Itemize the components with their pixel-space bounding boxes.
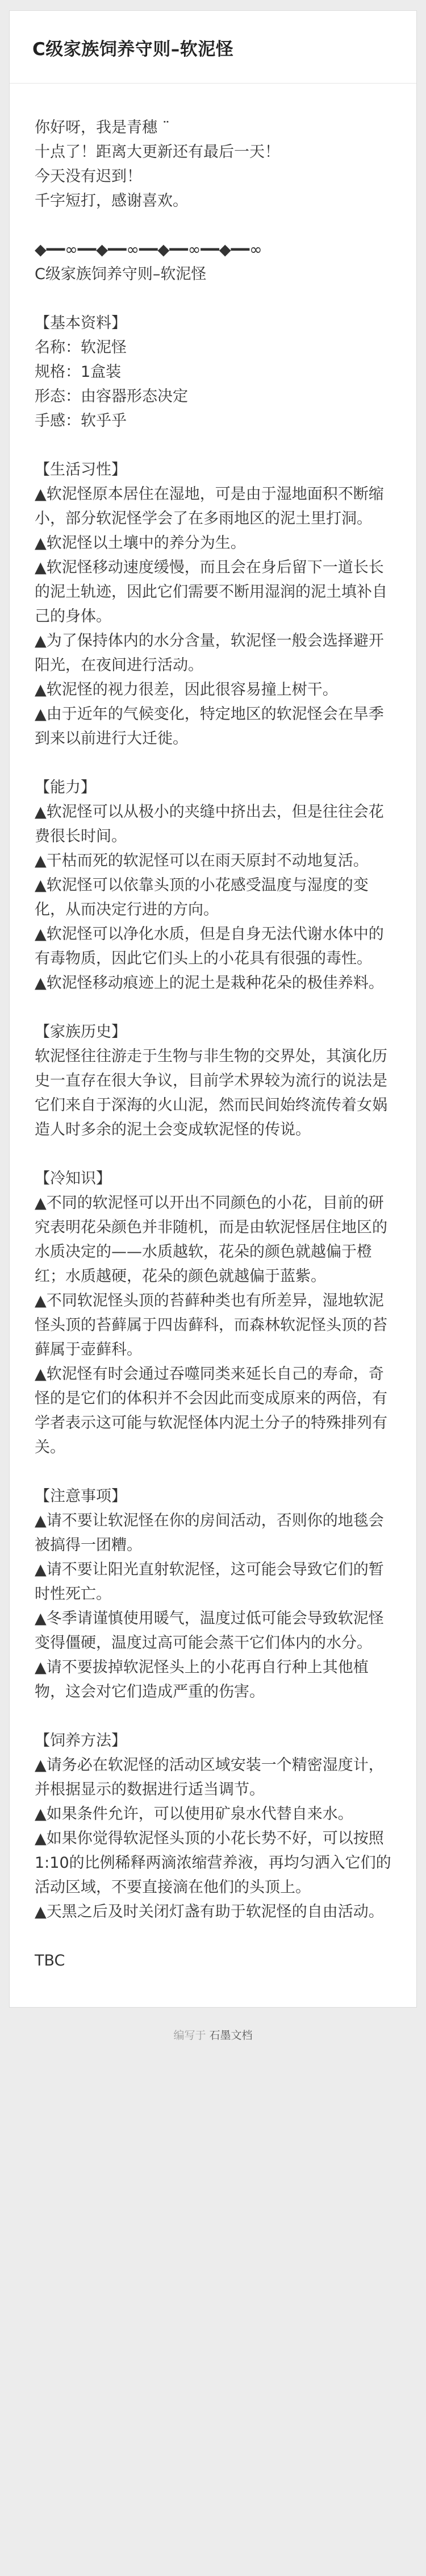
- footer-brand[interactable]: 石墨文档: [209, 2029, 253, 2042]
- section-heading: 【饲养方法】: [35, 1732, 127, 1750]
- paragraph-line: ▲由于近年的气候变化，特定地区的软泥怪会在旱季到来以前进行大迁徙。: [35, 705, 384, 747]
- blank-line: [35, 433, 391, 458]
- paragraph-line: ▲请不要让阳光直射软泥怪，这可能会导致它们的暂时性死亡。: [35, 1561, 384, 1603]
- paragraph-line: ▲软泥怪原本居住在湿地，可是由于湿地面积不断缩小，部分软泥怪学会了在多雨地区的泥土里打洞。: [35, 485, 384, 527]
- paragraph-line: ▲软泥怪有时会通过吞噬同类来延长自己的寿命，奇怪的是它们的体积并不会因此而变成原来的两倍，有学者表示这可能与软泥怪体内泥土分子的特殊排列有关。: [35, 1365, 387, 1456]
- paragraph-line: TBC: [35, 1952, 65, 1970]
- paragraph-line: ▲软泥怪可以从极小的夹缝中挤出去，但是往往会花费很长时间。: [35, 803, 384, 845]
- paragraph-line: ▲不同软泥怪头顶的苔藓种类也有所差异，湿地软泥怪头顶的苔藓属于四齿藓科，而森林软泥怪头顶的苔藓属于壶藓科。: [35, 1292, 387, 1358]
- section-heading: 【能力】: [35, 779, 96, 796]
- ornament-divider: ◆━━∞━━◆━━∞━━◆━━∞━━◆━━∞: [35, 241, 262, 259]
- paragraph-line: 手感：软乎乎: [35, 412, 127, 430]
- paragraph-line: 形态：由容器形态决定: [35, 388, 188, 405]
- blank-line: [35, 1704, 391, 1729]
- paragraph-line: ▲软泥怪移动速度缓慢，而且会在身后留下一道长长的泥土轨迹，因此它们需要不断用湿润的泥土填补自己的身体。: [35, 559, 387, 625]
- blank-line: [35, 995, 391, 1020]
- section-heading: 【注意事项】: [35, 1488, 127, 1505]
- footer: [0, 2008, 426, 2065]
- section-heading: 【家族历史】: [35, 1023, 127, 1041]
- paragraph-line: ▲软泥怪可以依靠头顶的小花感受温度与湿度的变化，从而决定行进的方向。: [35, 876, 369, 919]
- blank-line: [35, 1142, 391, 1166]
- paragraph-line: 十点了！距离大更新还有最后一天！: [35, 143, 280, 161]
- document-body: [10, 84, 416, 1973]
- paragraph-line: ▲天黑之后及时关闭灯盏有助于软泥怪的自由活动。: [35, 1903, 384, 1921]
- paragraph-line: ▲软泥怪以土壤中的养分为生。: [35, 534, 246, 552]
- paragraph-line: ▲不同的软泥怪可以开出不同颜色的小花，目前的研究表明花朵颜色并非随机，而是由软泥怪居住地区的水质决定的——水质越软，花朵的颜色就越偏于橙红；水质越硬，花朵的颜色就越偏于蓝紫。: [35, 1194, 387, 1285]
- paragraph-line: 名称：软泥怪: [35, 339, 127, 356]
- section-heading: 【基本资料】: [35, 314, 127, 332]
- paragraph-line: ▲软泥怪移动痕迹上的泥土是栽种花朵的极佳养料。: [35, 974, 384, 992]
- paragraph-line: C级家族饲养守则–软泥怪: [35, 265, 207, 283]
- paragraph-line: ▲软泥怪可以净化水质，但是自身无法代谢水体中的有毒物质，因此它们头上的小花具有很强的毒性。: [35, 925, 384, 967]
- blank-line: [35, 286, 391, 311]
- blank-line: [35, 751, 391, 775]
- paragraph-line: ▲如果条件允许，可以使用矿泉水代替自来水。: [35, 1805, 353, 1823]
- document-header: [10, 11, 416, 84]
- paragraph-line: 规格：1盒装: [35, 363, 122, 381]
- paragraph-line: ▲如果你觉得软泥怪头顶的小花长势不好，可以按照1:10的比例稀释两滴浓缩营养液，再均匀洒入它们的活动区域，不要直接滴在他们的头顶上。: [35, 1830, 391, 1896]
- paragraph-line: ▲干枯而死的软泥怪可以在雨天原封不动地复活。: [35, 852, 369, 870]
- blank-line: [35, 1924, 391, 1948]
- paragraph-line: 今天没有迟到！: [35, 168, 142, 185]
- paragraph-line: ▲冬季请谨慎使用暖气，温度过低可能会导致软泥怪变得僵硬，温度过高可能会蒸干它们体内的水分。: [35, 1610, 384, 1652]
- footer-prefix: 编写于: [173, 2029, 206, 2042]
- paragraph-line: ▲软泥怪的视力很差，因此很容易撞上树干。: [35, 681, 338, 699]
- blank-line: [35, 213, 391, 238]
- section-heading: 【生活习性】: [35, 461, 127, 479]
- paragraph-line: ▲请务必在软泥怪的活动区域安装一个精密湿度计，并根据显示的数据进行适当调节。: [35, 1756, 384, 1798]
- paragraph-line: ▲请不要让软泥怪在你的房间活动，否则你的地毯会被搞得一团糟。: [35, 1512, 384, 1554]
- section-heading: 【冷知识】: [35, 1170, 111, 1187]
- document-card: [9, 10, 417, 2008]
- paragraph-line: 千字短打，感谢喜欢。: [35, 192, 188, 210]
- paragraph-line: ▲为了保持体内的水分含量，软泥怪一般会选择避开阳光，在夜间进行活动。: [35, 632, 384, 674]
- paragraph-line: ▲请不要拔掉软泥怪头上的小花再自行种上其他植物，这会对它们造成严重的伤害。: [35, 1659, 369, 1701]
- paragraph-line: 软泥怪往往游走于生物与非生物的交界处，其演化历史一直存在很大争议，目前学术界较为流行的说法是它们来自于深海的火山泥，然而民间始终流传着女娲造人时多余的泥土会变成软泥怪的传说。: [35, 1048, 387, 1139]
- document-title: C级家族饲养守则–软泥怪: [32, 39, 234, 60]
- paragraph-line: 你好呀，我是青穗 ¨: [35, 119, 170, 136]
- blank-line: [35, 1460, 391, 1484]
